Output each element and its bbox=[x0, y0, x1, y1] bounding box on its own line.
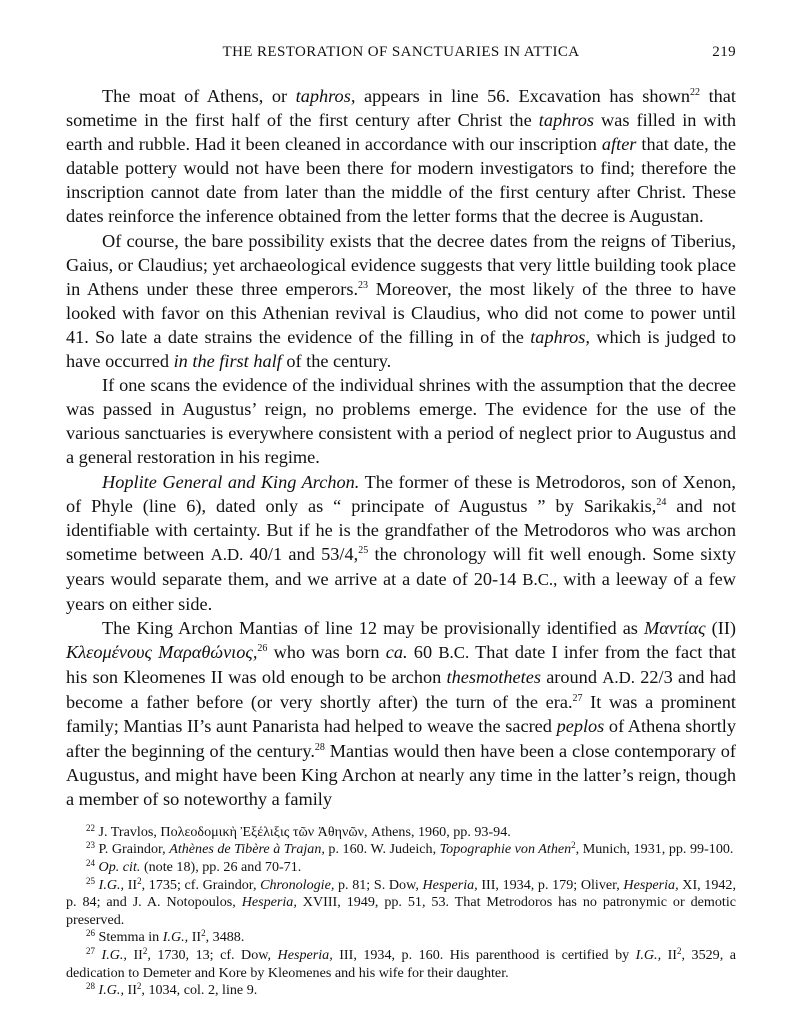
italic-text: Hesperia, bbox=[623, 876, 679, 893]
text-run: of Athena shortly after the beginning of the century. bbox=[66, 716, 736, 761]
footnote bbox=[66, 947, 736, 982]
text-run: 60 bbox=[407, 642, 439, 663]
paragraph bbox=[66, 373, 736, 469]
note-reference: 26 bbox=[257, 643, 268, 655]
text-run: Stemma in bbox=[95, 929, 163, 946]
italic-text: I.G., bbox=[98, 982, 124, 999]
italic-text: ca. bbox=[385, 642, 408, 663]
italic-text: Hesperia, bbox=[277, 946, 333, 963]
footnote bbox=[66, 859, 736, 877]
text-run: J. Travlos, Πολεοδομικὴ Ἐξέλιξις τῶν Ἀθηνῶν, Athens, 1960, pp. 93-94. bbox=[95, 823, 511, 840]
text-run: The King Archon Mantias of line 12 may be provisionally identified as bbox=[102, 618, 644, 639]
small-caps-text: A.D. bbox=[210, 544, 244, 564]
footnote bbox=[66, 982, 736, 1000]
text-run: , Munich, 1931, pp. 99-100. bbox=[575, 841, 734, 858]
italic-text: Hoplite General and King Archon. bbox=[102, 471, 360, 492]
note-reference: 27 bbox=[572, 693, 583, 705]
text-run: P. Graindor, bbox=[95, 841, 170, 858]
note-reference: 2 bbox=[571, 840, 576, 851]
text-run: p. 81; S. Dow, bbox=[334, 876, 423, 893]
running-header bbox=[66, 44, 736, 72]
note-reference: 22 bbox=[86, 822, 95, 833]
text-run: 40/1 and 53/4, bbox=[243, 543, 359, 564]
running-title: THE RESTORATION OF SANCTUARIES IN ATTICA bbox=[222, 44, 580, 60]
note-reference: 22 bbox=[690, 87, 701, 98]
text-run: That date I infer from the fact that his son Kleomenes II was old enough to be archon bbox=[66, 642, 736, 688]
italic-text: Topographie von Athen bbox=[439, 841, 572, 858]
italic-text: peplos bbox=[556, 716, 605, 737]
body-text bbox=[66, 84, 736, 811]
italic-text: I.G., bbox=[635, 946, 662, 963]
text-run: the chronology will fit well enough. Some sixty years would separate them, and we arrive at a date of 20-14 bbox=[66, 543, 736, 589]
paragraph bbox=[66, 84, 736, 229]
note-reference: 28 bbox=[86, 981, 95, 992]
text-run: It was a prominent family; Mantias II’s aunt Panarista had helped to weave the sacred bbox=[66, 692, 736, 737]
note-reference: 25 bbox=[358, 544, 369, 556]
text-run: was filled in with earth and rubble. Had it been cleaned in accordance with our inscription bbox=[66, 110, 737, 155]
italic-text: Μαντίας bbox=[644, 618, 706, 639]
paragraph bbox=[66, 229, 736, 374]
text-run: XI, 1942, p. 84; and J. A. Notopoulos, bbox=[66, 876, 736, 911]
text-run: with a leeway of a few years on either side. bbox=[66, 568, 736, 614]
text-run: The former of these is Metrodoros, son of Xenon, of Phyle (line 6), dated only as “ principate of Augustus ” by Sarikakis, bbox=[66, 471, 736, 516]
italic-text: taphros, bbox=[530, 326, 590, 347]
italic-text: Chronologie, bbox=[260, 876, 335, 893]
footnotes bbox=[66, 824, 736, 1000]
text-run: , 3488. bbox=[205, 929, 245, 946]
note-reference: 2 bbox=[136, 981, 142, 992]
italic-text: in the first half bbox=[173, 351, 282, 372]
italic-text: I.G., bbox=[162, 929, 189, 946]
text-run: II bbox=[124, 876, 138, 893]
text-run: II bbox=[188, 929, 202, 946]
page bbox=[66, 44, 736, 1000]
note-reference: 2 bbox=[201, 928, 206, 939]
italic-text: Op. cit. bbox=[98, 859, 141, 875]
text-run: Of course, the bare possibility exists that the decree dates from the reigns of Tiberius, Gaius, or Claudius; yet archaeological evidence suggests that very little building took place in Athens under these three emperors. bbox=[66, 230, 736, 299]
italic-text: Κλεομένους Μαραθώνιος, bbox=[66, 642, 258, 663]
text-run: , 1730, 13; cf. Dow, bbox=[147, 946, 278, 963]
note-reference: 2 bbox=[142, 945, 148, 956]
note-reference: 2 bbox=[137, 875, 142, 886]
italic-text: Hesperia, bbox=[422, 876, 478, 893]
paragraph bbox=[66, 470, 736, 617]
note-reference: 23 bbox=[358, 279, 369, 291]
note-reference: 26 bbox=[86, 928, 95, 939]
small-caps-text: B.C. bbox=[438, 643, 470, 663]
note-reference: 25 bbox=[86, 875, 95, 886]
text-run: (note 18), pp. 26 and 70-71. bbox=[140, 859, 302, 875]
text-run: If one scans the evidence of the individual shrines with the assumption that the decree was passed in Augustus’ reign, no problems emerge. The evidence for the use of the various sanctuaries is everywhere consistent with a period of neglect prior to Augustus and a general restoration in his regime. bbox=[66, 375, 736, 468]
italic-text: thesmothetes bbox=[446, 667, 541, 688]
italic-text: after bbox=[601, 134, 637, 155]
italic-text: taphros, bbox=[295, 86, 356, 106]
italic-text: Athènes de Tibère à Trajan, bbox=[169, 841, 325, 858]
note-reference: 27 bbox=[86, 945, 95, 956]
text-run: (II) bbox=[705, 618, 737, 639]
page-number: 219 bbox=[712, 44, 736, 60]
small-caps-text: A.D. bbox=[602, 668, 635, 688]
small-caps-text: B.C., bbox=[522, 569, 558, 589]
note-reference: 23 bbox=[86, 840, 95, 851]
text-run: , 3529, a dedication to Demeter and Kore by Kleomenes and his wife for their daughter. bbox=[66, 946, 736, 981]
text-run: , 1034, col. 2, line 9. bbox=[141, 982, 258, 999]
text-run: that date, the datable pottery would not have been there for modern investigators to find; therefore the inscription cannot date from later than the middle of the first century after Christ. These dates reinforce the inference obtained from the letter forms that the decree is Augustan. bbox=[66, 134, 737, 227]
note-reference: 2 bbox=[677, 945, 682, 956]
footnote bbox=[66, 929, 736, 947]
text-run: , 1735; cf. Graindor, bbox=[141, 876, 261, 893]
text-run: II bbox=[126, 946, 143, 963]
text-run: of the century. bbox=[281, 351, 392, 372]
text-run: that sometime in the first half of the first century after Christ the bbox=[66, 86, 736, 131]
text-run: p. 160. W. Judeich, bbox=[324, 841, 440, 858]
italic-text: I.G., bbox=[98, 876, 125, 893]
text-run: around bbox=[540, 667, 603, 688]
italic-text: I.G., bbox=[101, 946, 127, 963]
text-run: The moat of Athens, or bbox=[102, 86, 296, 106]
italic-text: taphros bbox=[538, 110, 594, 131]
text-run: 22/3 and had become a father before (or very shortly after) the turn of the era. bbox=[66, 667, 737, 713]
italic-text: Hesperia, bbox=[241, 894, 297, 911]
text-run: Moreover, the most likely of the three to have looked with favor on this Athenian revival is Claudius, who did not come to power until 41. So late a date strains the evidence of the filling in of the bbox=[66, 278, 736, 347]
footnote bbox=[66, 877, 736, 930]
footnote bbox=[66, 841, 736, 859]
text-run: II bbox=[661, 946, 677, 963]
text-run: XVIII, 1949, pp. 51, 53. That Metrodoros has no patronymic or demotic preserved. bbox=[66, 894, 736, 928]
text-run: and not identifiable with certainty. But if he is the grandfather of the Metrodoros who was archon sometime between bbox=[66, 495, 736, 564]
text-run: appears in line 56. Excavation has shown bbox=[355, 86, 691, 106]
text-run: III, 1934, p. 179; Oliver, bbox=[477, 876, 624, 893]
text-run: who was born bbox=[267, 642, 386, 663]
note-reference: 24 bbox=[86, 858, 95, 868]
text-run: which is judged to have occurred bbox=[66, 326, 736, 372]
text-run: III, 1934, p. 160. His parenthood is certified by bbox=[332, 946, 636, 963]
paragraph bbox=[66, 616, 736, 811]
note-reference: 24 bbox=[656, 496, 667, 508]
note-reference: 28 bbox=[314, 741, 325, 753]
footnote bbox=[66, 824, 736, 842]
text-run: II bbox=[123, 982, 137, 999]
text-run: Mantias would then have been a close contemporary of Augustus, and might have been King Archon at nearly any time in the latter’s reign, though a member of so noteworthy a family bbox=[66, 740, 736, 809]
